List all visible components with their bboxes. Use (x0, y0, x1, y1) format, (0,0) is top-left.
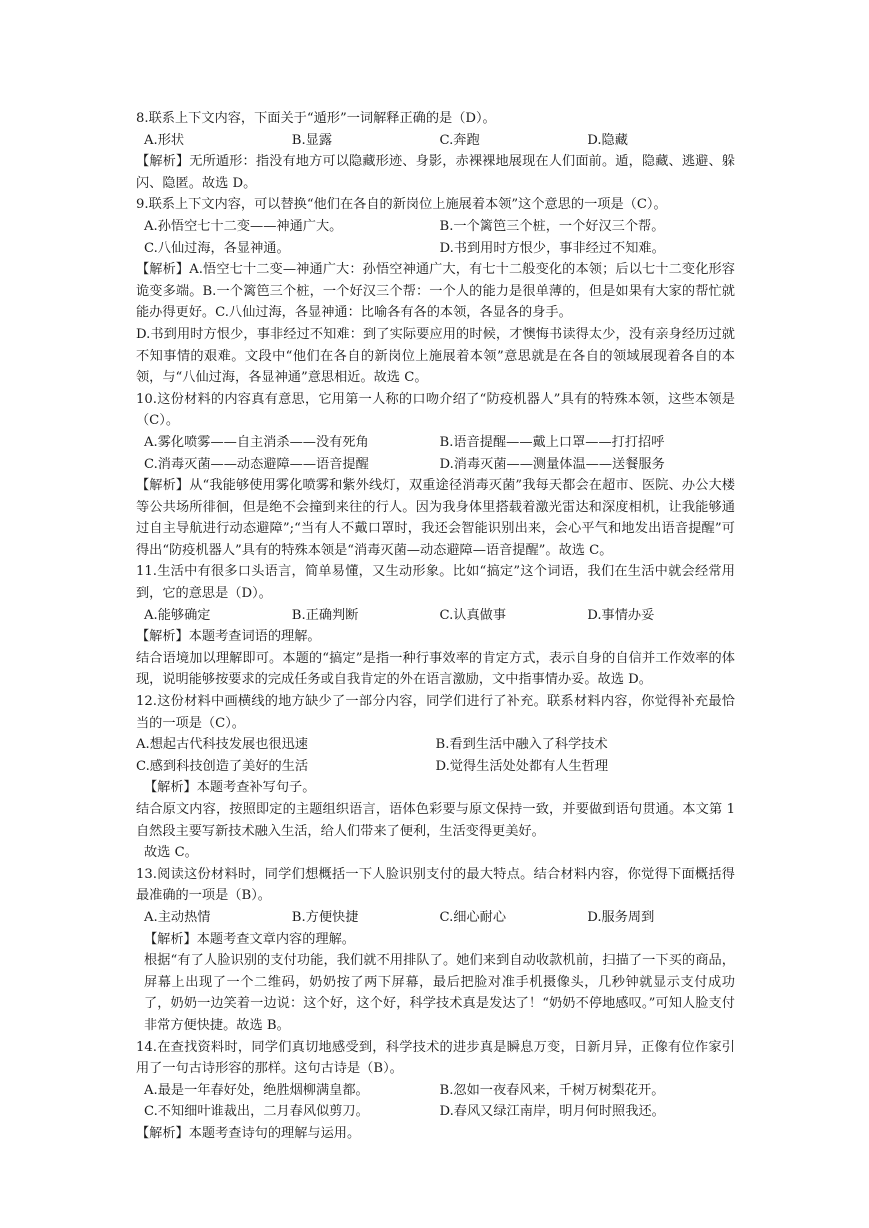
option-d: D.书到用时方恨少，事非经过不知难。 (439, 240, 665, 256)
option-c: C.八仙过海，各显神通。 (144, 240, 290, 256)
question-8-options (136, 130, 735, 152)
option-b: B.语音提醒——戴上口罩——打打招呼 (439, 434, 665, 450)
option-a: A.想起古代科技发展也很迅速 (136, 737, 308, 753)
question-12-stem: 12.这份材料中画横线的地方缺少了一部分内容，同学们进行了补充。联系材料内容，你觉得补充最恰当的一项是（C）。 (136, 694, 735, 731)
option-d: D.觉得生活处处都有人生哲理 (435, 758, 609, 774)
option-a: A.最是一年春好处，绝胜烟柳满皇都。 (144, 1082, 369, 1098)
question-14-analysis: 【解析】本题考查诗句的理解与运用。 (136, 1125, 361, 1141)
question-9-stem: 9.联系上下文内容，可以替换“他们在各自的新岗位上施展着本领”这个意思的一项是（C）。 (136, 197, 667, 213)
option-c: C.不知细叶谁裁出，二月春风似剪刀。 (144, 1104, 369, 1120)
question-10-options-row-2 (136, 454, 735, 476)
question-13-analysis-detail: 根据“有了人脸识别的支付功能，我们就不用排队了。她们来到自动收款机前，扫描了一下买的商品，屏幕上出现了一个二维码，奶奶按了两下屏幕，最后把脸对准手机摄像头，几秒钟就显示支付成功了，奶奶一边笑着一边说：这个好，这个好，科学技术真是发达了！“奶奶不停地感叹。”可知人脸支付非常方便快捷。故选 B。 (144, 953, 735, 1033)
question-14-options-row-1 (136, 1080, 735, 1102)
option-a: A.形状 (144, 132, 185, 148)
option-b: B.看到生活中融入了科学技术 (435, 737, 608, 753)
option-b: B.显露 (291, 132, 333, 148)
option-d: D.春风又绿江南岸，明月何时照我还。 (439, 1104, 665, 1120)
question-9-options-row-2 (136, 238, 735, 260)
option-c: C.奔跑 (439, 132, 480, 148)
question-14-options-row-2 (136, 1101, 735, 1123)
question-10-options-row-1 (136, 432, 735, 454)
question-8-stem: 8.联系上下文内容，下面关于“遁形”一词解释正确的是（D）。 (136, 111, 496, 126)
option-c: C.感到科技创造了美好的生活 (136, 758, 309, 774)
option-b: B.方便快捷 (291, 909, 359, 925)
option-a: A.雾化喷雾——自主消杀——没有死角 (144, 434, 369, 450)
option-c: C.消毒灭菌——动态避障——语音提醒 (144, 456, 369, 472)
question-11-analysis-detail: 结合语境加以理解即可。本题的“搞定”是指一种行事效率的肯定方式，表示自身的自信并工作效率的体现，说明能够按要求的完成任务或自我肯定的外在语言激励，文中指事情办妥。故选 D。 (136, 650, 735, 688)
question-12-answer: 故选 C。 (144, 845, 198, 861)
question-13-stem: 13.阅读这份材料时，同学们想概括一下人脸识别支付的最大特点。结合材料内容，你觉得下面概括得最准确的一项是（B）。 (136, 866, 735, 904)
option-c: C.细心耐心 (439, 909, 507, 925)
question-11-options (136, 605, 735, 627)
question-12-options-row-2 (136, 756, 735, 778)
option-d: D.服务周到 (587, 909, 655, 925)
question-12-analysis-detail: 结合原文内容，按照即定的主题组织语言，语体色彩要与原文保持一致，并要做到语句贯通。本文第 1 自然段主要写新技术融入生活，给人们带来了便利，生活变得更美好。 (136, 802, 735, 839)
question-9-analysis: 【解析】A.悟空七十二变—神通广大：孙悟空神通广大，有七十二般变化的本领；后以七十二变化形容诡变多端。B.一个篱笆三个桩，一个好汉三个帮：一个人的能力是很单薄的，但是如果有大家的帮忙就能办得更好。C.八仙过海，各显神通：比喻各有各的本领，各显各的身手。 (136, 262, 735, 321)
option-a: A.能够确定 (144, 607, 211, 623)
question-13-analysis: 【解析】本题考查文章内容的理解。 (144, 931, 355, 947)
question-10-stem: 10.这份材料的内容真有意思，它用第一人称的口吻介绍了“防疫机器人”具有的特殊本领，这些本领是（C）。 (136, 391, 735, 429)
question-8-analysis: 【解析】无所遁形：指没有地方可以隐藏形迹、身影，赤裸裸地展现在人们面前。遁，隐藏、逃避、躲闪、隐匿。故选 D。 (136, 154, 735, 191)
option-b: B.忽如一夜春风来，千树万树梨花开。 (439, 1082, 665, 1098)
option-a: A.主动热情 (144, 909, 211, 925)
option-d: D.消毒灭菌——测量体温——送餐服务 (439, 456, 665, 472)
question-12-options-row-1 (136, 734, 735, 756)
option-a: A.孙悟空七十二变——神通广大。 (144, 218, 343, 234)
option-c: C.认真做事 (439, 607, 507, 623)
question-9-analysis-continued: D.书到用时方恨少，事非经过不知难：到了实际要应用的时候，才懊悔书读得太少，没有亲身经历过就不知事情的艰难。文段中“他们在各自的新岗位上施展着本领”意思就是在各自的领域展现着各自的本领，与“八仙过海，各显神通”意思相近。故选 C。 (136, 326, 735, 386)
question-12-analysis: 【解析】本题考查补写句子。 (144, 780, 316, 796)
question-9-options-row-1 (136, 216, 735, 238)
question-11-stem: 11.生活中有很多口头语言，简单易懂，又生动形象。比如“搞定”这个词语，我们在生活中就会经常用到，它的意思是（D）。 (136, 564, 735, 602)
document-page (0, 108, 869, 1145)
option-b: B.正确判断 (291, 607, 359, 623)
question-11-analysis: 【解析】本题考查词语的理解。 (136, 629, 321, 645)
option-d: D.事情办妥 (587, 607, 655, 623)
question-10-analysis: 【解析】从“我能够使用雾化喷雾和紫外线灯，双重途径消毒灭菌”我每天都会在超市、医院、办公大楼等公共场所徘徊，但是绝不会撞到来往的行人。因为我身体里搭载着激光雷达和深度相机，让我能够通过自主导航进行动态避障”;“当有人不戴口罩时，我还会智能识别出来，会心平气和地发出语音提醒”可得出“防疫机器人”具有的特殊本领是“消毒灭菌—动态避障—语音提醒”。故选 C。 (136, 478, 735, 558)
question-14-stem: 14.在查找资料时，同学们真切地感受到，科学技术的进步真是瞬息万变，日新月异，正像有位作家引用了一句古诗形容的那样。这句古诗是（B）。 (136, 1039, 735, 1077)
option-b: B.一个篱笆三个桩，一个好汉三个帮。 (439, 218, 665, 234)
question-13-options (136, 907, 735, 929)
option-d: D.隐藏 (587, 132, 628, 148)
